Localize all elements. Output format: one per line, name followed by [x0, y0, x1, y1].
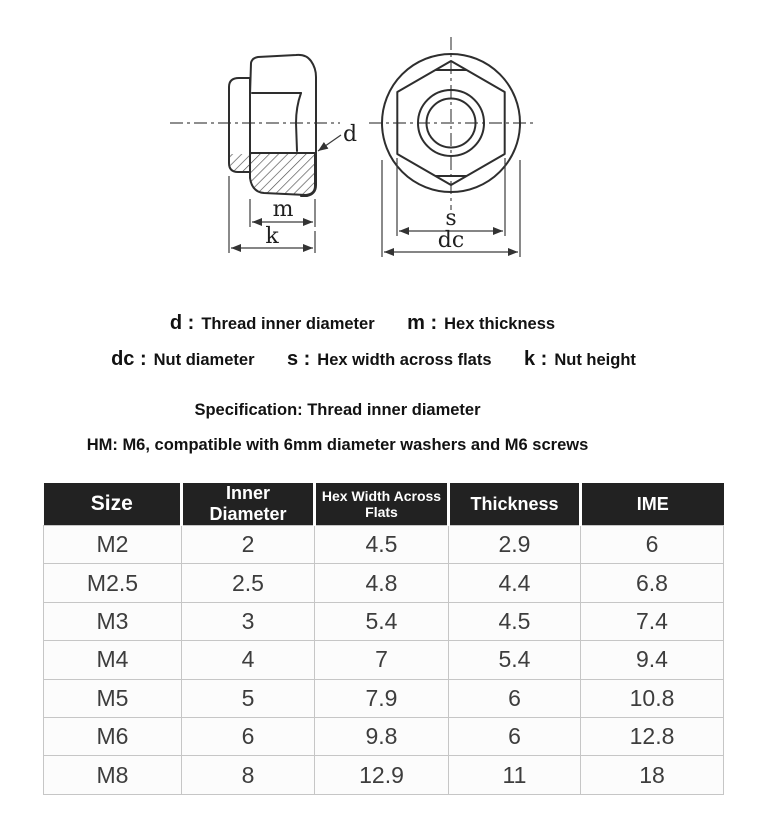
- cell-size: M8: [44, 756, 182, 794]
- cell-thickness: 4.5: [449, 602, 581, 640]
- table-row-m2: [44, 526, 724, 564]
- cell-thickness: 2.9: [449, 526, 581, 564]
- legend-desc-d: Thread inner diameter: [201, 315, 375, 333]
- dimension-label-k: k: [265, 224, 279, 249]
- dimension-label-dc: dc: [437, 228, 465, 253]
- cell-thickness: 6: [449, 679, 581, 717]
- cell-inner-diameter: 2: [182, 526, 315, 564]
- table-row-m2-5: [44, 564, 724, 602]
- legend-key-d: d :: [169, 312, 195, 334]
- specification: [0, 401, 765, 455]
- header-row: [44, 483, 724, 526]
- legend-key-dc: dc :: [111, 348, 147, 370]
- legend: [0, 312, 765, 371]
- dimension-table: [43, 483, 724, 795]
- cell-hex-width: 4.5: [315, 526, 449, 564]
- cell-size: M2.5: [44, 564, 182, 602]
- flange-inner-curve: [296, 93, 301, 151]
- cross-section-hatch: [250, 153, 315, 195]
- legend-item-k: [524, 348, 636, 371]
- side-view: [170, 55, 357, 253]
- cell-size: M2: [44, 526, 182, 564]
- cell-hex-width: 12.9: [315, 756, 449, 794]
- column-header-size: Size: [44, 483, 182, 526]
- cell-inner-diameter: 4: [182, 641, 315, 679]
- cell-hex-width: 7.9: [315, 679, 449, 717]
- legend-key-s: s :: [286, 348, 311, 370]
- legend-item-d: [170, 312, 375, 335]
- table-body: [44, 526, 724, 795]
- table-row-m3: [44, 602, 724, 640]
- table-header: [44, 483, 724, 526]
- cell-thickness: 4.4: [449, 564, 581, 602]
- specification-line-2: HM: M6, compatible with 6mm diameter washers and M6 screws: [86, 436, 589, 454]
- legend-desc-k: Nut height: [554, 351, 636, 369]
- table-row-m4: [44, 641, 724, 679]
- cell-hex-width: 9.8: [315, 717, 449, 755]
- cell-hex-width: 4.8: [315, 564, 449, 602]
- dimension-label-d: d: [342, 122, 358, 147]
- cell-inner-diameter: 3: [182, 602, 315, 640]
- cell-ime: 12.8: [581, 717, 724, 755]
- cell-thickness: 11: [449, 756, 581, 794]
- column-header-ime: IME: [581, 483, 724, 526]
- legend-item-s: [287, 348, 492, 371]
- table-row-m8: [44, 756, 724, 794]
- cross-section-hatch-left: [230, 154, 249, 171]
- cell-hex-width: 5.4: [315, 602, 449, 640]
- cell-ime: 7.4: [581, 602, 724, 640]
- legend-desc-dc: Nut diameter: [153, 351, 255, 369]
- dimension-label-s: s: [445, 206, 457, 231]
- flange-nut-technical-drawing: [0, 0, 765, 300]
- cell-inner-diameter: 8: [182, 756, 315, 794]
- cell-thickness: 6: [449, 717, 581, 755]
- cell-size: M6: [44, 717, 182, 755]
- cell-inner-diameter: 5: [182, 679, 315, 717]
- cell-thickness: 5.4: [449, 641, 581, 679]
- cell-ime: 18: [581, 756, 724, 794]
- cell-inner-diameter: 2.5: [182, 564, 315, 602]
- cell-ime: 6: [581, 526, 724, 564]
- legend-line-2: [0, 348, 765, 371]
- legend-line-1: [0, 312, 765, 335]
- legend-key-m: m :: [407, 312, 438, 334]
- cell-size: M4: [44, 641, 182, 679]
- legend-key-k: k :: [523, 348, 548, 370]
- cell-size: M5: [44, 679, 182, 717]
- d-leader-line: [318, 135, 341, 151]
- dimension-label-m: m: [272, 197, 294, 222]
- legend-item-m: [407, 312, 555, 335]
- cell-ime: 9.4: [581, 641, 724, 679]
- table-row-m6: [44, 717, 724, 755]
- column-header-inner-diameter: Inner Diameter: [182, 483, 315, 526]
- front-view: [369, 37, 533, 257]
- cell-inner-diameter: 6: [182, 717, 315, 755]
- table-row-m5: [44, 679, 724, 717]
- specification-line-1: Specification: Thread inner diameter: [194, 401, 481, 419]
- cell-ime: 6.8: [581, 564, 724, 602]
- column-header-hex-width: Hex Width Across Flats: [315, 483, 449, 526]
- legend-desc-s: Hex width across flats: [317, 351, 492, 369]
- cell-size: M3: [44, 602, 182, 640]
- cell-hex-width: 7: [315, 641, 449, 679]
- column-header-thickness: Thickness: [449, 483, 581, 526]
- legend-item-dc: [111, 348, 254, 371]
- cell-ime: 10.8: [581, 679, 724, 717]
- legend-desc-m: Hex thickness: [444, 315, 556, 333]
